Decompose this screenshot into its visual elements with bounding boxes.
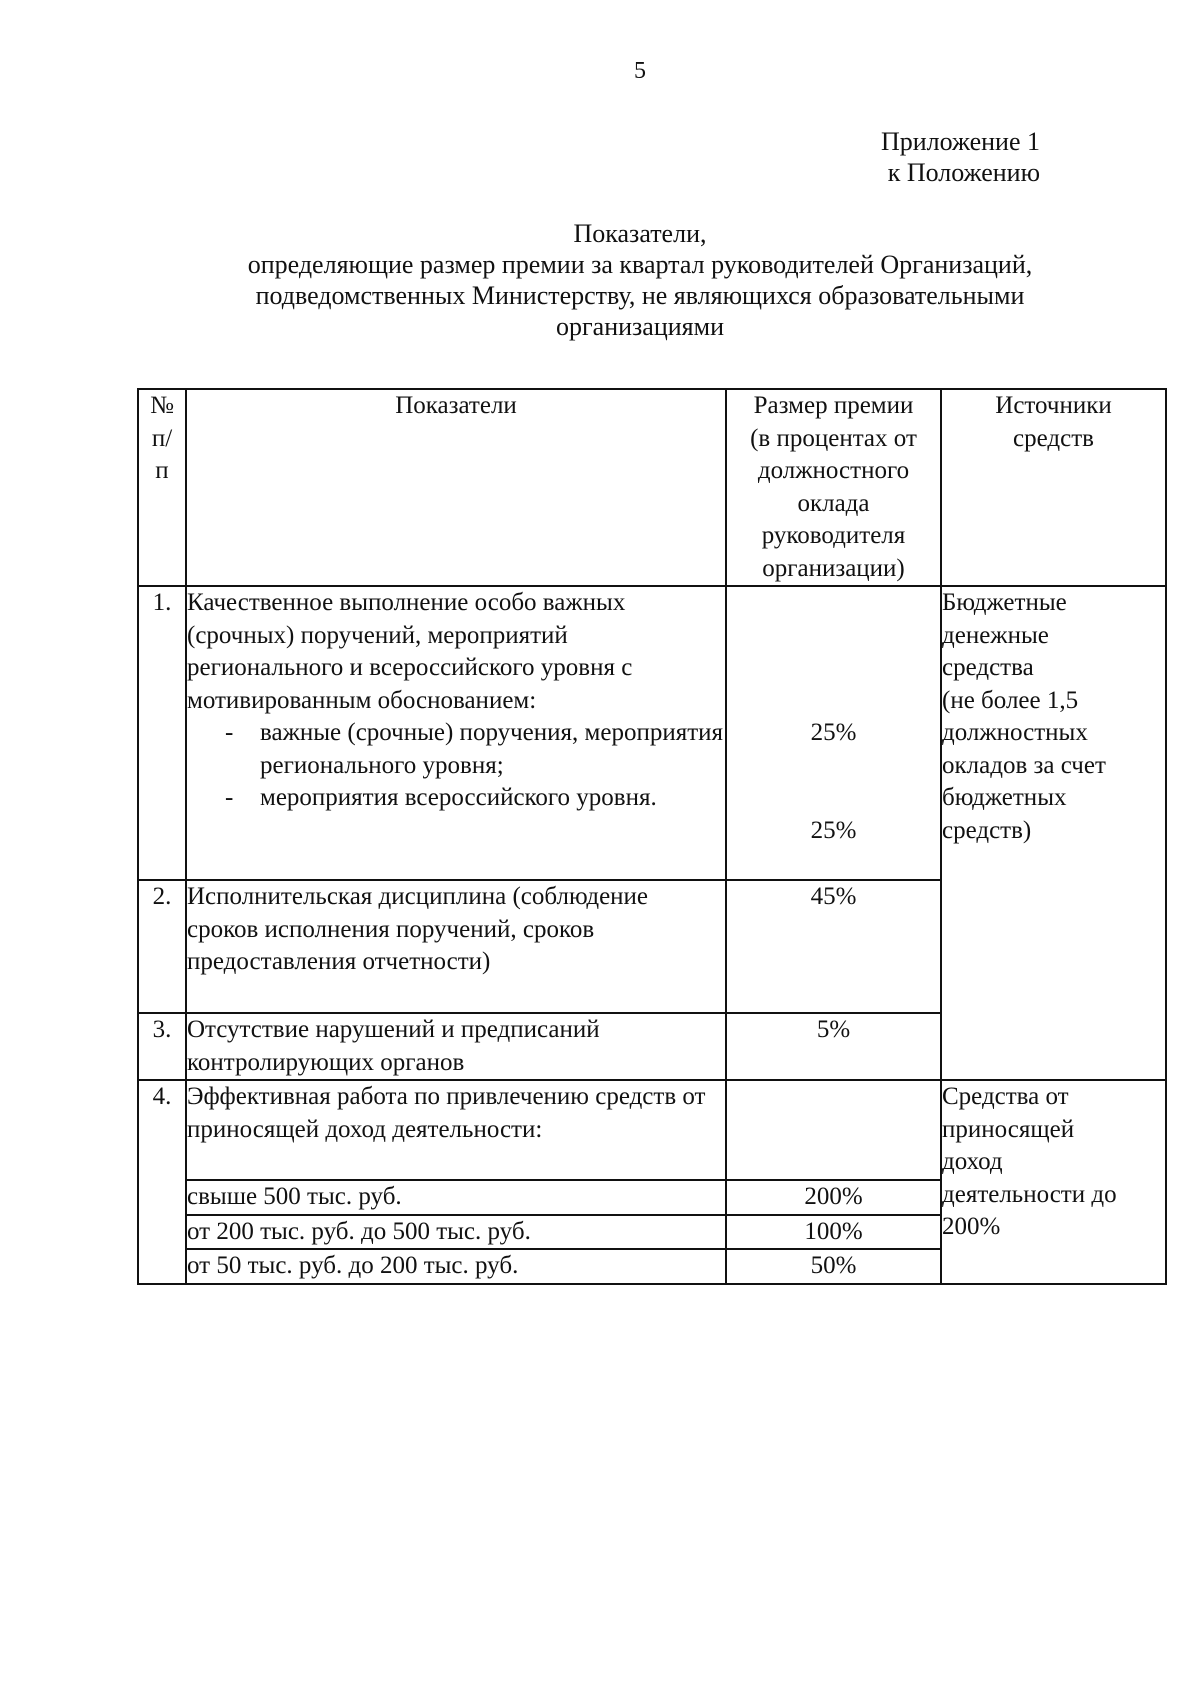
row-number: 3.: [138, 1013, 186, 1080]
source-line: Бюджетные: [942, 589, 1067, 616]
subrow-amount: 50%: [726, 1249, 941, 1284]
subrow-indicator: от 50 тыс. руб. до 200 тыс. руб.: [186, 1249, 726, 1284]
source-line: 200%: [942, 1213, 1001, 1240]
row-amount: [726, 1080, 941, 1180]
dash-marker: -: [225, 784, 234, 811]
bullet-text: важные (срочные) поручения, мероприятия регионального уровня;: [260, 719, 724, 779]
header-bonus-amount: [726, 389, 941, 586]
source-income-funds: [941, 1080, 1166, 1284]
source-line: доход: [942, 1148, 1003, 1175]
header-number: [138, 389, 186, 586]
list-item: [187, 782, 725, 815]
source-line: денежные: [942, 621, 1049, 649]
header-number-line: №: [150, 392, 174, 419]
table-header-row: [138, 389, 1166, 586]
title-line-1: Показатели,: [573, 219, 707, 248]
source-line: приносящей: [942, 1115, 1075, 1143]
appendix-line-2: к Положению: [887, 158, 1040, 187]
header-indicators: Показатели: [186, 389, 726, 586]
row-amount: [726, 586, 941, 880]
list-item: [187, 717, 725, 782]
appendix-line-1: Приложение 1: [880, 127, 1040, 156]
source-line: деятельности до: [942, 1180, 1117, 1208]
subrow-amount: 100%: [726, 1215, 941, 1250]
header-sources-line: Источники: [995, 392, 1112, 419]
amount-value: 25%: [810, 816, 857, 844]
source-budget-funds: [941, 586, 1166, 1080]
row-indicator: [186, 586, 726, 880]
source-line: (не более 1,5: [942, 686, 1079, 714]
header-amount-line: (в процентах от: [750, 424, 917, 452]
source-line: Средства от: [942, 1083, 1069, 1110]
document-title: [130, 218, 1150, 342]
amount-value: 25%: [810, 719, 857, 746]
header-amount-line: организации): [762, 554, 905, 582]
title-line-4: организациями: [556, 312, 724, 341]
row-indicator: Отсутствие нарушений и предписаний контролирующих органов: [186, 1013, 726, 1080]
source-line: окладов за счет: [942, 751, 1106, 779]
page-number: 5: [634, 58, 646, 84]
header-amount-line: руководителя: [761, 522, 906, 549]
header-sources-line: средств: [1013, 424, 1094, 452]
title-line-3: подведомственных Министерству, не являющихся образовательными: [255, 281, 1025, 310]
row-indicator: Исполнительская дисциплина (соблюдение сроков исполнения поручений, сроков предоставления отчетности): [186, 880, 726, 1013]
row-amount: 5%: [726, 1013, 941, 1080]
appendix-reference: [700, 126, 1040, 188]
header-amount-line: Размер премии: [753, 392, 914, 419]
row-number: 2.: [138, 880, 186, 1013]
table-row: [138, 586, 1166, 880]
subrow-amount: 200%: [726, 1180, 941, 1215]
header-number-line: п/: [151, 424, 173, 452]
row-amount: 45%: [726, 880, 941, 1013]
header-number-line: п: [155, 457, 169, 484]
subrow-indicator: свыше 500 тыс. руб.: [186, 1180, 726, 1215]
dash-marker: -: [225, 719, 234, 746]
row-number: 4.: [138, 1080, 186, 1284]
subrow-indicator: от 200 тыс. руб. до 500 тыс. руб.: [186, 1215, 726, 1250]
header-sources: [941, 389, 1166, 586]
source-line: бюджетных: [942, 784, 1067, 811]
row-number: 1.: [138, 586, 186, 880]
indicators-table: [137, 388, 1167, 1285]
row-indicator: Эффективная работа по привлечению средств от приносящей доход деятельности:: [186, 1080, 726, 1180]
source-line: средства: [942, 654, 1034, 681]
indicator-bullet-list: [187, 717, 725, 815]
bullet-text: мероприятия всероссийского уровня.: [260, 784, 657, 811]
indicator-text: Качественное выполнение особо важных (срочных) поручений, мероприятий регионального и всероссийского уровня с мотивированным обоснованием:: [187, 589, 633, 714]
header-amount-line: должностного: [757, 457, 910, 484]
table-row: [138, 1080, 1166, 1180]
header-amount-line: оклада: [797, 489, 870, 517]
source-line: должностных: [942, 719, 1088, 746]
title-line-2: определяющие размер премии за квартал руководителей Организаций,: [247, 250, 1033, 279]
source-line: средств): [942, 816, 1032, 844]
